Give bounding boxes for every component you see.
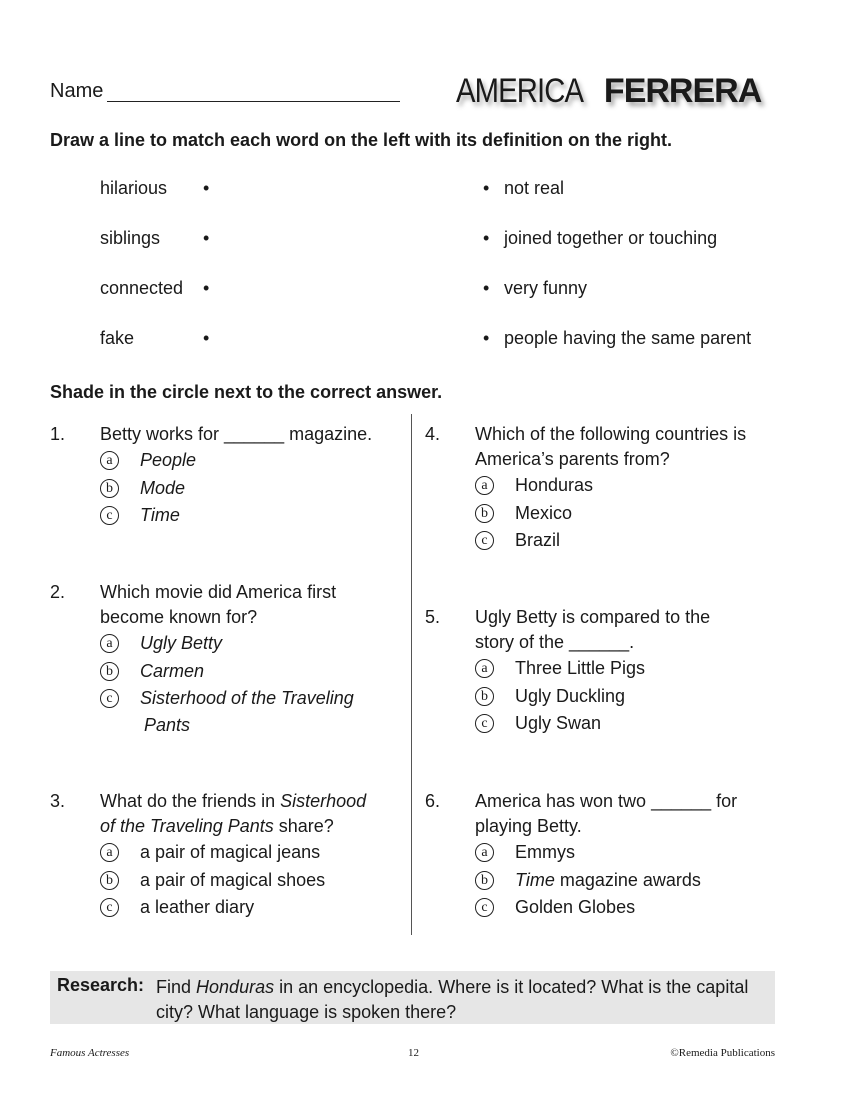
match-definition: not real (504, 178, 565, 198)
answer-option[interactable]: c Ugly Swan (475, 710, 645, 738)
answer-option[interactable]: a Ugly Betty (100, 630, 354, 658)
answer-circle[interactable]: b (100, 871, 119, 890)
match-word-dot[interactable]: • (203, 178, 210, 198)
title-last-name: FERRERA (603, 72, 762, 110)
answer-option[interactable]: a Three Little Pigs (475, 655, 645, 683)
answer-option-continued: Pants (144, 714, 191, 735)
answer-circle[interactable]: a (475, 659, 494, 678)
match-word: siblings (100, 228, 161, 248)
research-label: Research: (57, 975, 145, 995)
match-definition: very funny (504, 278, 588, 298)
answer-circle[interactable]: c (475, 898, 494, 917)
question-number: 3. (50, 791, 66, 811)
question-number: 2. (50, 582, 66, 602)
footer-book-title: Famous Actresses (50, 1047, 130, 1059)
answer-option[interactable]: c Time (100, 502, 196, 530)
match-definition-dot[interactable]: • (483, 228, 490, 248)
page-title (456, 72, 761, 111)
answer-option[interactable]: a a pair of magical jeans (100, 839, 325, 867)
answer-option[interactable]: b Ugly Duckling (475, 683, 645, 711)
answer-circle[interactable]: c (100, 689, 119, 708)
answer-circle[interactable]: a (100, 451, 119, 470)
match-word: fake (100, 328, 135, 348)
answer-option[interactable]: b a pair of magical shoes (100, 867, 325, 895)
answer-option[interactable]: b Mexico (475, 500, 593, 528)
question-text: Betty works for ______ magazine. (100, 424, 373, 444)
answer-option[interactable]: b Carmen (100, 658, 354, 686)
answer-option[interactable]: c a leather diary (100, 894, 325, 922)
match-definition: people having the same parent (504, 328, 752, 348)
answer-options (475, 839, 701, 922)
answer-option[interactable]: a People (100, 447, 196, 475)
answer-options (475, 472, 593, 555)
match-definition: joined together or touching (504, 228, 718, 248)
answer-option[interactable]: b Time magazine awards (475, 867, 701, 895)
answer-circle[interactable]: c (475, 531, 494, 550)
research-text: Find Honduras in an encyclopedia. Where is it located? What is the capital city? What language is spoken there? (156, 977, 749, 1022)
match-definition-dot[interactable]: • (483, 328, 490, 348)
question-text: What do the friends in Sisterhood of the Traveling Pants share? (100, 791, 367, 836)
answer-option[interactable]: a Emmys (475, 839, 701, 867)
answer-circle[interactable]: c (475, 714, 494, 733)
column-divider (411, 414, 412, 935)
question-text: Which of the following countries is America’s parents from? (475, 424, 747, 469)
answer-circle[interactable]: a (475, 476, 494, 495)
match-definition-dot[interactable]: • (483, 278, 490, 298)
question-number: 4. (425, 424, 441, 444)
answer-circle[interactable]: b (475, 687, 494, 706)
name-field-line[interactable] (107, 101, 400, 102)
quiz-instruction: Shade in the circle next to the correct answer. (50, 382, 443, 402)
answer-circle[interactable]: c (100, 898, 119, 917)
question-text: Which movie did America first become known for? (100, 582, 337, 627)
answer-circle[interactable]: c (100, 506, 119, 525)
answer-options (100, 630, 354, 738)
answer-option[interactable]: b Mode (100, 475, 196, 503)
question-number: 1. (50, 424, 66, 444)
answer-circle[interactable]: b (475, 871, 494, 890)
match-word-dot[interactable]: • (203, 228, 210, 248)
answer-circle[interactable]: b (475, 504, 494, 523)
answer-option[interactable]: c Golden Globes (475, 894, 701, 922)
name-label: Name (50, 80, 104, 102)
question-text: America has won two ______ for playing Betty. (475, 791, 738, 836)
answer-options (475, 655, 645, 738)
research-box (50, 971, 775, 1024)
match-word-dot[interactable]: • (203, 278, 210, 298)
answer-circle[interactable]: a (100, 843, 119, 862)
answer-options (100, 447, 196, 530)
answer-circle[interactable]: a (100, 634, 119, 653)
match-word-dot[interactable]: • (203, 328, 210, 348)
answer-option[interactable]: c Brazil (475, 527, 593, 555)
match-word: hilarious (100, 178, 168, 198)
answer-options (100, 839, 325, 922)
match-word: connected (100, 278, 184, 298)
title-first-name: AMERICA (456, 72, 584, 110)
page-number: 12 (408, 1047, 419, 1059)
answer-option[interactable]: c Sisterhood of the Traveling (100, 685, 354, 713)
matching-instruction: Draw a line to match each word on the left with its definition on the right. (50, 130, 673, 150)
answer-circle[interactable]: a (475, 843, 494, 862)
match-definition-dot[interactable]: • (483, 178, 490, 198)
question-text: Ugly Betty is compared to the story of the ______. (475, 607, 711, 652)
answer-option[interactable]: a Honduras (475, 472, 593, 500)
question-number: 6. (425, 791, 441, 811)
footer-publisher: ©Remedia Publications (670, 1047, 775, 1059)
question-number: 5. (425, 607, 441, 627)
answer-circle[interactable]: b (100, 662, 119, 681)
answer-circle[interactable]: b (100, 479, 119, 498)
